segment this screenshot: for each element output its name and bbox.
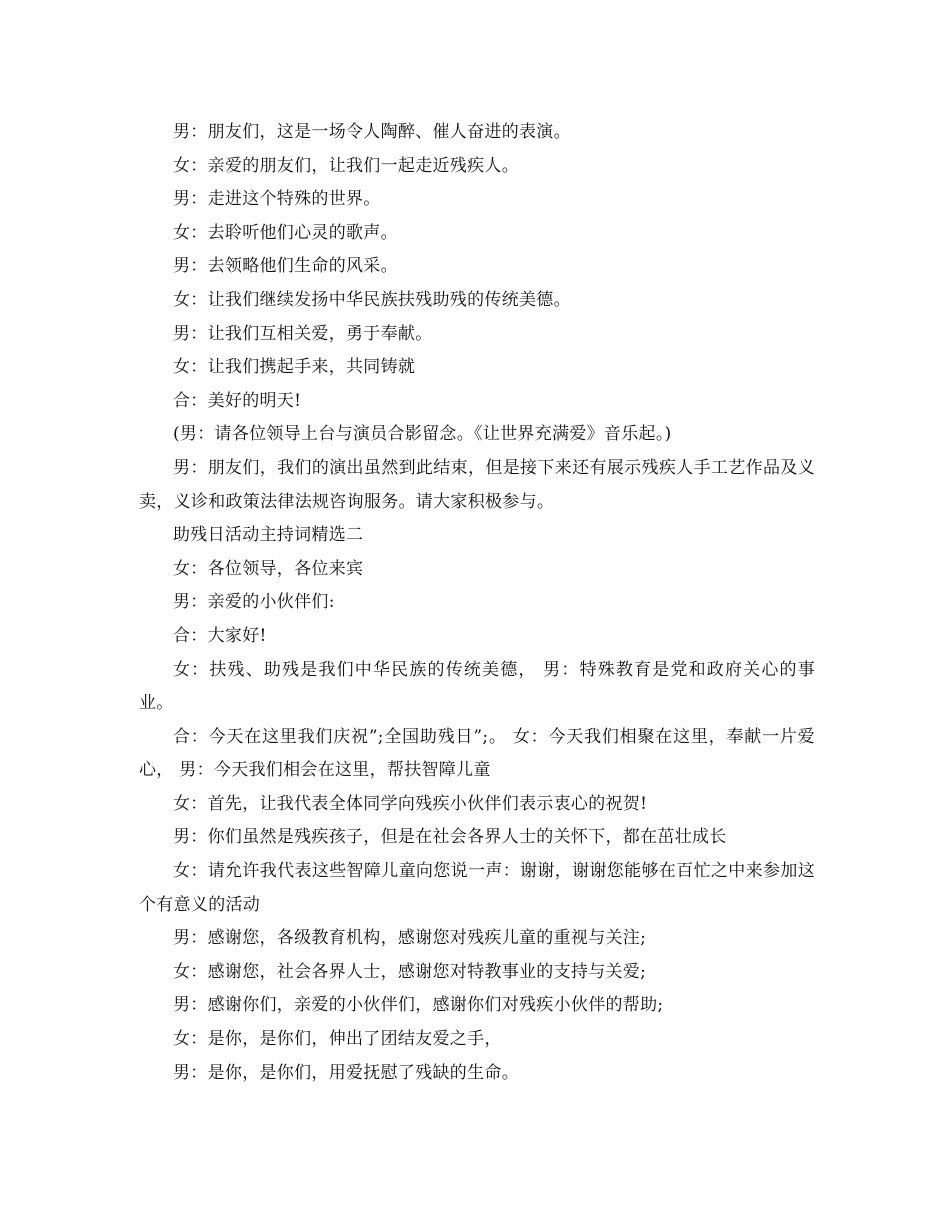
section-heading: 助残日活动主持词精选二 [173, 525, 364, 546]
paragraph-4: 女：去聆听他们心灵的歌声。 [173, 222, 398, 243]
paragraph-14: 男：亲爱的小伙伴们: [173, 592, 335, 613]
paragraph-8: 女：让我们携起手来，共同铸就 [173, 357, 416, 378]
paragraph-16: 女：扶残、助残是我们中华民族的传统美德， 男：特殊教育是党和政府关心的事业。 [139, 659, 815, 714]
paragraph-23: 男：感谢你们，亲爱的小伙伴们，感谢你们对残疾小伙伴的帮助; [173, 995, 664, 1016]
paragraph-22: 女：感谢您，社会各界人士，感谢您对特教事业的支持与关爱; [173, 961, 647, 982]
paragraph-9: 合：美好的明天! [173, 390, 302, 411]
paragraph-25: 男：是你，是你们，用爱抚慰了残缺的生命。 [173, 1062, 519, 1083]
document-body [139, 116, 815, 1090]
paragraph-3: 男：走进这个特殊的世界。 [173, 189, 381, 210]
paragraph-10: (男：请各位领导上台与演员合影留念。《让世界充满爱》音乐起。) [173, 424, 672, 445]
paragraph-6: 女：让我们继续发扬中华民族扶残助残的传统美德。 [173, 289, 571, 310]
paragraph-13: 女：各位领导，各位来宾 [173, 558, 364, 579]
paragraph-24: 女：是你，是你们，伸出了团结友爱之手， [173, 1029, 502, 1050]
paragraph-7: 男：让我们互相关爱，勇于奉献。 [173, 323, 433, 344]
paragraph-11: 男：朋友们，我们的演出虽然到此结束，但是接下来还有展示残疾人手工艺作品及义卖，义诊和政策法律法规咨询服务。请大家积极参与。 [139, 457, 815, 512]
paragraph-1: 男：朋友们，这是一场令人陶醉、催人奋进的表演。 [173, 122, 571, 142]
paragraph-15: 合：大家好! [173, 625, 267, 646]
paragraph-21: 男：感谢您，各级教育机构，感谢您对残疾儿童的重视与关注; [173, 928, 647, 949]
paragraph-2: 女：亲爱的朋友们，让我们一起走近残疾人。 [173, 155, 519, 176]
paragraph-17: 合：今天在这里我们庆祝”;全国助残日”;。 女：今天我们相聚在这里，奉献一片爱心， 男：今天我们相会在这里，帮扶智障儿童 [139, 726, 815, 781]
paragraph-19: 男：你们虽然是残疾孩子，但是在社会各界人士的关怀下，都在茁壮成长 [173, 827, 727, 848]
paragraph-20: 女：请允许我代表这些智障儿童向您说一声：谢谢，谢谢您能够在百忙之中来参加这个有意义的活动 [139, 861, 815, 915]
paragraph-18: 女：首先，让我代表全体同学向残疾小伙伴们表示衷心的祝贺! [173, 793, 648, 814]
paragraph-5: 男：去领略他们生命的风采。 [173, 256, 398, 277]
